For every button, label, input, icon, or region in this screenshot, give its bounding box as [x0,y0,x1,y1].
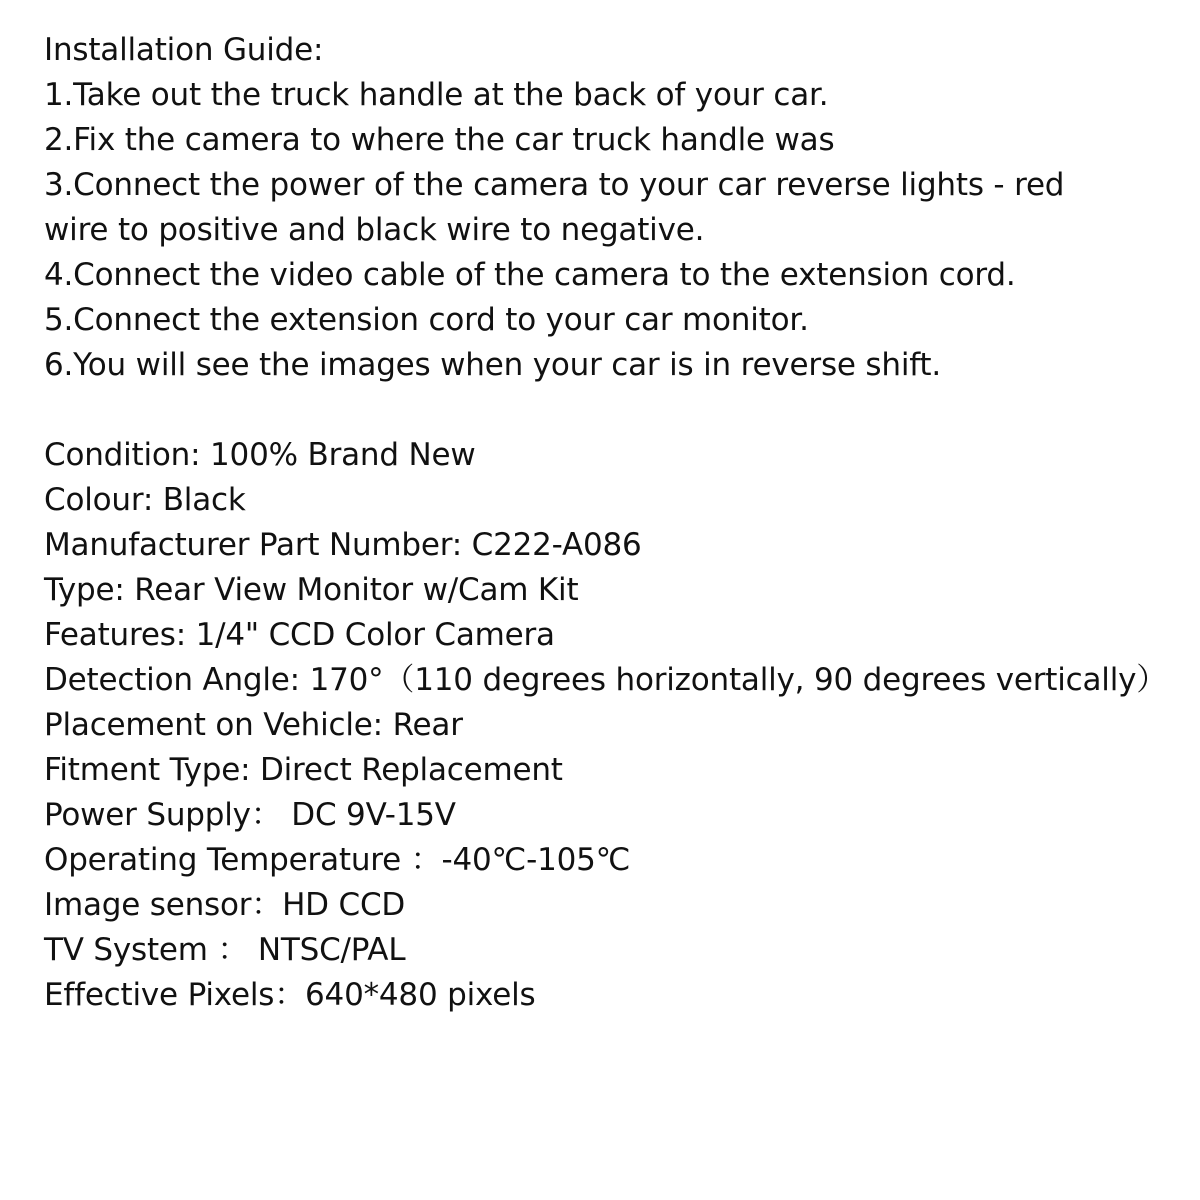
installation-step-3: 3.Connect the power of the camera to your car reverse lights - red [44,167,1065,203]
spec-tv-system: TV System ： NTSC/PAL [44,932,406,968]
spec-colour: Colour: Black [44,482,246,518]
installation-step-2: 2.Fix the camera to where the car truck handle was [44,122,835,158]
spec-effective-pixels: Effective Pixels：640*480 pixels [44,977,536,1013]
product-description [44,28,1184,1018]
spec-type: Type: Rear View Monitor w/Cam Kit [44,572,579,608]
installation-step-1: 1.Take out the truck handle at the back of your car. [44,77,829,113]
spec-part-number: Manufacturer Part Number: C222-A086 [44,527,642,563]
installation-step-3-continued: wire to positive and black wire to negative. [44,212,705,248]
spec-features: Features: 1/4" CCD Color Camera [44,617,555,653]
spec-fitment-type: Fitment Type: Direct Replacement [44,752,563,788]
spec-condition: Condition: 100% Brand New [44,437,476,473]
installation-heading: Installation Guide: [44,32,324,68]
spec-placement: Placement on Vehicle: Rear [44,707,463,743]
installation-step-4: 4.Connect the video cable of the camera to the extension cord. [44,257,1016,293]
installation-step-6: 6.You will see the images when your car is in reverse shift. [44,347,942,383]
section-spacer [44,388,1184,433]
spec-image-sensor: Image sensor：HD CCD [44,887,406,923]
spec-operating-temperature: Operating Temperature ：-40℃-105℃ [44,842,631,878]
spec-power-supply: Power Supply： DC 9V-15V [44,797,456,833]
spec-detection-angle: Detection Angle: 170°（110 degrees horizontally, 90 degrees vertically） [44,662,1168,698]
installation-step-5: 5.Connect the extension cord to your car monitor. [44,302,809,338]
